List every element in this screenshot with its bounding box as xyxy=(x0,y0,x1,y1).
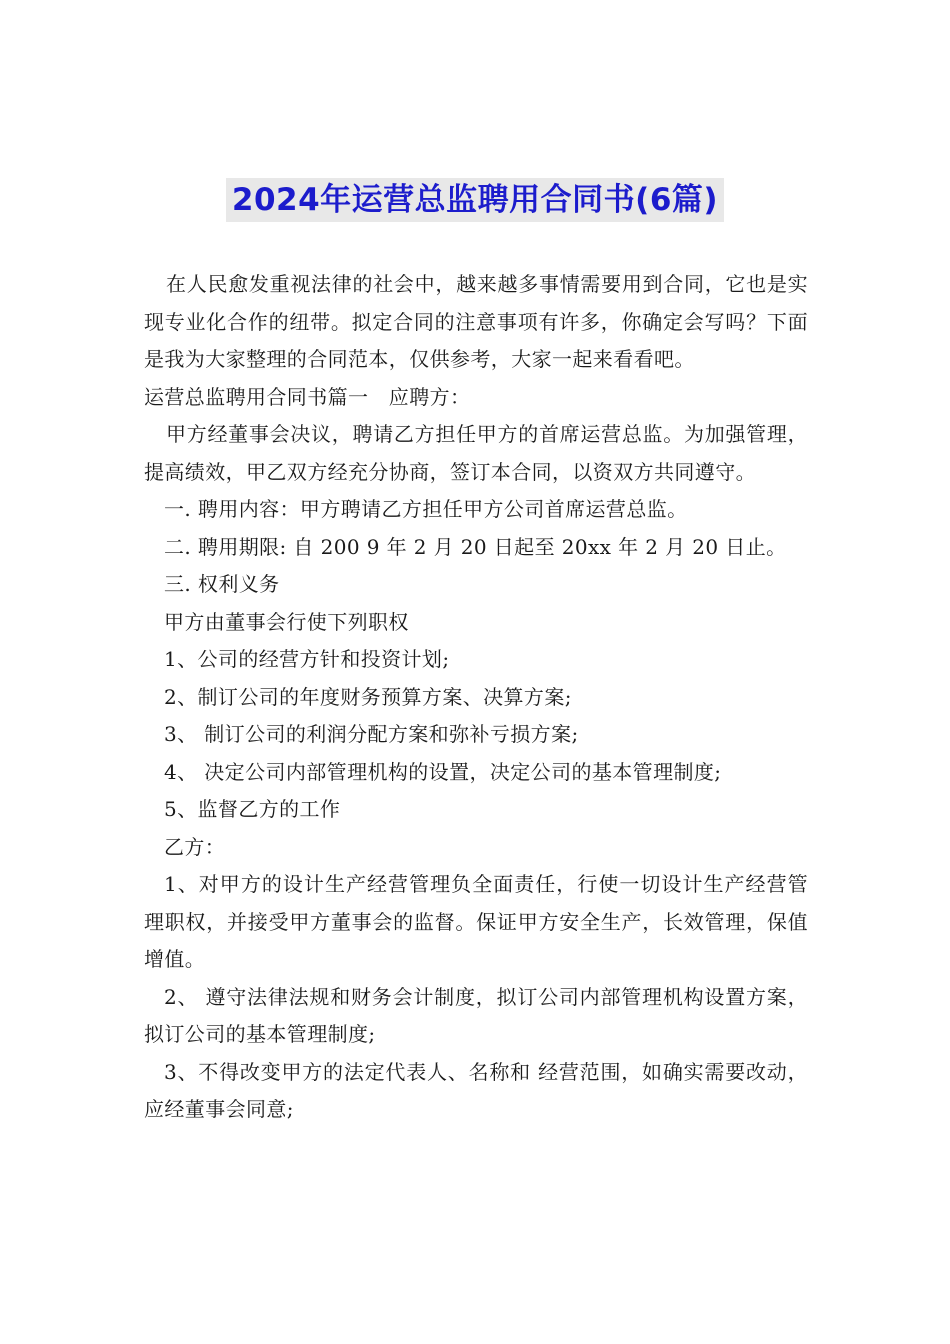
clause-content: 一. 聘用内容：甲方聘请乙方担任甲方公司首席运营总监。 xyxy=(164,497,688,521)
list-item: 2、制订公司的年度财务预算方案、决算方案; xyxy=(164,684,572,709)
list-item: 4、 决定公司内部管理机构的设置，决定公司的基本管理制度; xyxy=(164,759,722,784)
clause-term: 二. 聘用期限: 自 200 9 年 2 月 20 日起至 20xx 年 2 月 20 日止。 xyxy=(164,534,787,559)
list-item: 2、 遵守法律法规和财务会计制度，拟订公司内部管理机构设置方案，拟订公司的基本管理制度; xyxy=(144,984,808,1046)
party-b-heading: 乙方： xyxy=(164,834,226,859)
list-item: 1、对甲方的设计生产经营管理负全面责任，行使一切设计生产经营管理职权，并接受甲方董事会的监督。保证甲方安全生产，长效管理，保值增值。 xyxy=(144,872,808,971)
document-body xyxy=(144,266,808,1129)
list-item: 3、 制订公司的利润分配方案和弥补亏损方案; xyxy=(164,722,579,746)
list-item: 3、不得改变甲方的法定代表人、名称和 经营范围，如确实需要改动，应经董事会同意; xyxy=(144,1059,808,1121)
section-heading: 运营总监聘用合同书篇一 应聘方： xyxy=(144,384,471,409)
party-a-heading: 甲方由董事会行使下列职权 xyxy=(164,609,409,634)
title-wrap xyxy=(0,178,950,222)
list-item: 5、监督乙方的工作 xyxy=(164,797,341,821)
clause-rights: 三. 权利义务 xyxy=(164,572,280,596)
document-title: 2024年运营总监聘用合同书(6篇) xyxy=(226,178,724,222)
list-item: 1、公司的经营方针和投资计划; xyxy=(164,647,450,671)
contract-preamble: 甲方经董事会决议，聘请乙方担任甲方的首席运营总监。为加强管理，提高绩效，甲乙双方经充分协商，签订本合同，以资双方共同遵守。 xyxy=(144,422,808,484)
intro-paragraph: 在人民愈发重视法律的社会中，越来越多事情需要用到合同，它也是实现专业化合作的纽带。拟定合同的注意事项有许多，你确定会写吗？下面是我为大家整理的合同范本，仅供参考，大家一起来看看吧。 xyxy=(144,272,808,371)
